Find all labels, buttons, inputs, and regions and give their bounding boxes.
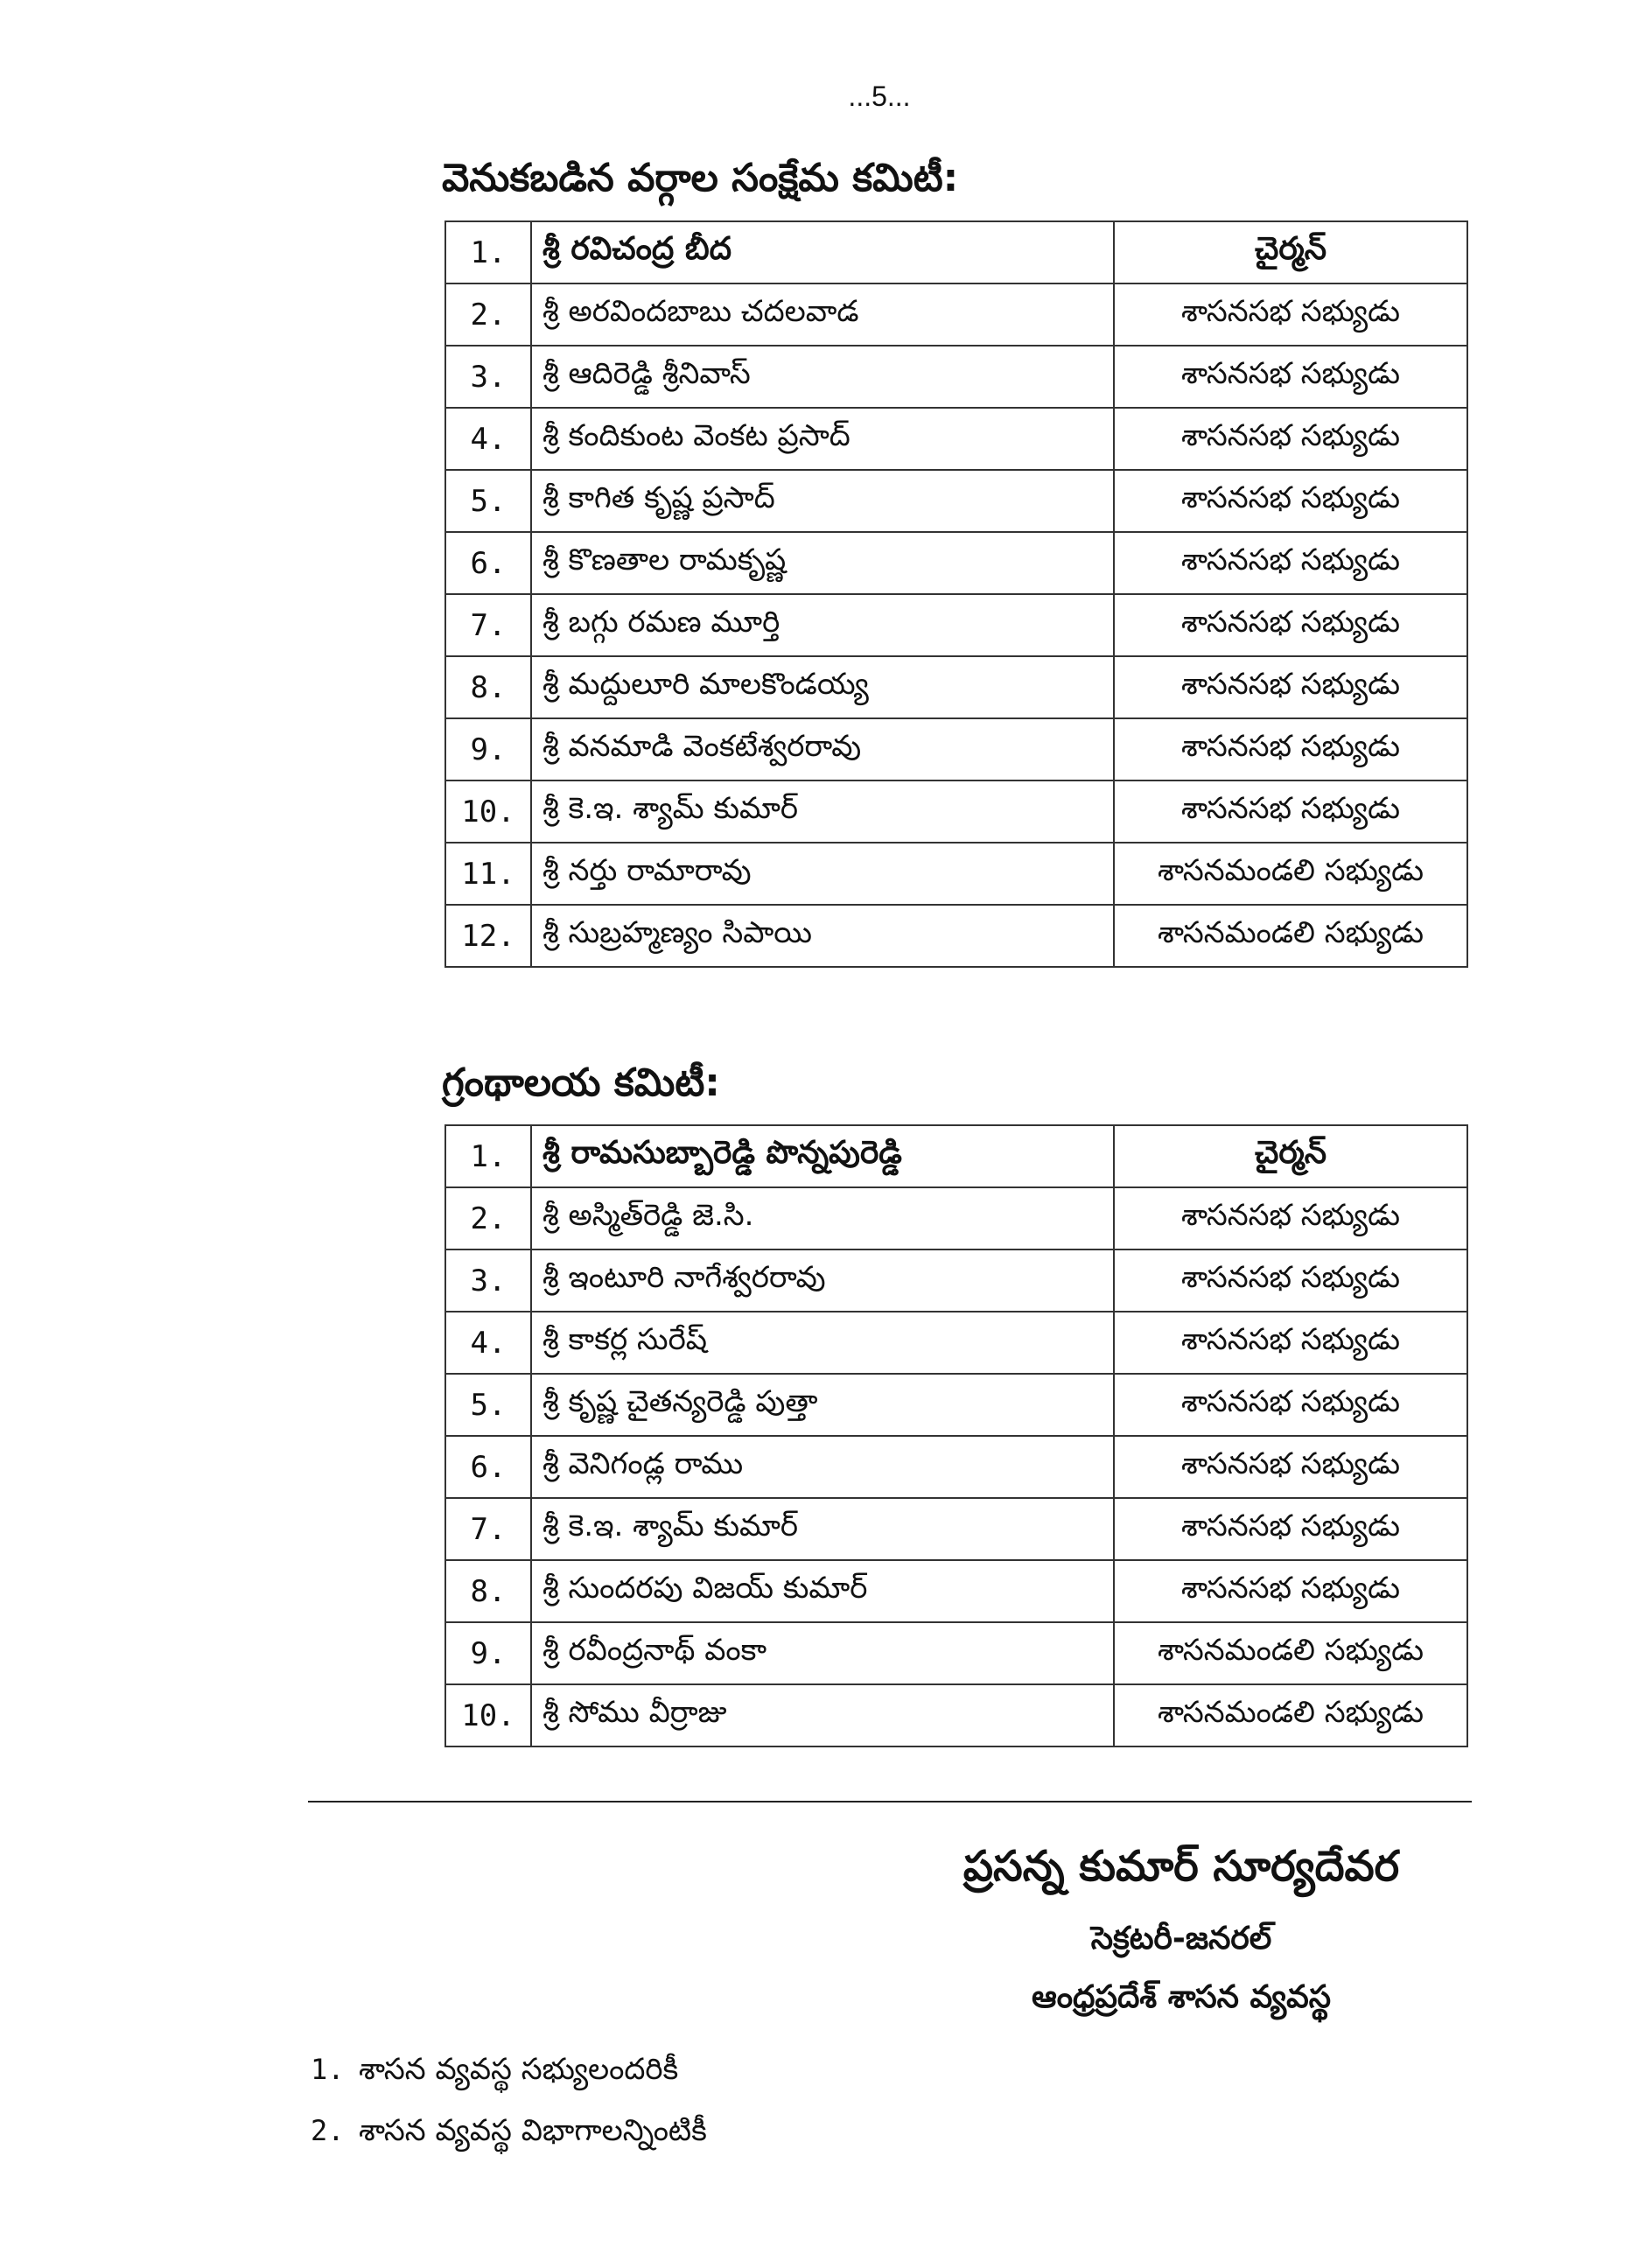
- serial-number: 10.: [445, 780, 531, 843]
- member-role: శాసనమండలి సభ్యుడు: [1114, 1622, 1467, 1684]
- table-row: [445, 905, 1467, 967]
- member-name: శ్రీ కందికుంట వెంకట ప్రసాద్: [531, 408, 1114, 470]
- list-item: [311, 2039, 707, 2100]
- serial-number: 5.: [445, 470, 531, 532]
- member-name: శ్రీ కె.ఇ. శ్యామ్ కుమార్: [531, 1498, 1114, 1560]
- serial-number: 1.: [445, 1125, 531, 1187]
- member-role: శాసనసభ సభ్యుడు: [1114, 408, 1467, 470]
- serial-number: 4.: [445, 1312, 531, 1374]
- member-name: శ్రీ అస్మిత్‌రెడ్డి జె.సి.: [531, 1187, 1114, 1250]
- member-role: చైర్మన్: [1114, 1125, 1467, 1187]
- serial-number: 12.: [445, 905, 531, 967]
- serial-number: 6.: [445, 1436, 531, 1498]
- member-name: శ్రీ బగ్గు రమణ మూర్తి: [531, 594, 1114, 656]
- table-row: [445, 221, 1467, 284]
- member-role: శాసనసభ సభ్యుడు: [1114, 470, 1467, 532]
- list-item: [311, 2100, 707, 2161]
- member-role: శాసనసభ సభ్యుడు: [1114, 780, 1467, 843]
- member-role: శాసనసభ సభ్యుడు: [1114, 718, 1467, 780]
- table-row: [445, 780, 1467, 843]
- committee-members-table-library: [444, 1124, 1468, 1747]
- member-name: శ్రీ వెనిగండ్ల రాము: [531, 1436, 1114, 1498]
- signatory-organization: ఆంధ్రప్రదేశ్ శాసన వ్యవస్థ: [1031, 1979, 1331, 2015]
- serial-number: 11.: [445, 843, 531, 905]
- member-name: శ్రీ రామసుబ్బారెడ్డి పొన్నపురెడ్డి: [531, 1125, 1114, 1187]
- serial-number: 7.: [445, 594, 531, 656]
- list-item-text: శాసన వ్యవస్థ విభాగాలన్నింటికీ: [359, 2113, 707, 2148]
- serial-number: 4.: [445, 408, 531, 470]
- member-name: శ్రీ రవీంద్రనాథ్ వంకా: [531, 1622, 1114, 1684]
- serial-number: 9.: [445, 718, 531, 780]
- serial-number: 1.: [445, 221, 531, 284]
- member-name: శ్రీ నర్తు రామారావు: [531, 843, 1114, 905]
- table-row: [445, 1187, 1467, 1250]
- member-role: చైర్మన్: [1114, 221, 1467, 284]
- serial-number: 7.: [445, 1498, 531, 1560]
- member-role: శాసనమండలి సభ్యుడు: [1114, 843, 1467, 905]
- serial-number: 9.: [445, 1622, 531, 1684]
- member-name: శ్రీ ఆదిరెడ్డి శ్రీనివాస్: [531, 346, 1114, 408]
- serial-number: 2.: [445, 1187, 531, 1250]
- member-role: శాసనసభ సభ్యుడు: [1114, 1312, 1467, 1374]
- committee-members-table-backward-classes-welfare: [444, 220, 1468, 968]
- member-name: శ్రీ ఇంటూరి నాగేశ్వరరావు: [531, 1250, 1114, 1312]
- member-role: శాసనసభ సభ్యుడు: [1114, 346, 1467, 408]
- table-row: [445, 718, 1467, 780]
- member-role: శాసనసభ సభ్యుడు: [1114, 284, 1467, 346]
- table-row: [445, 1374, 1467, 1436]
- member-name: శ్రీ వనమాడి వెంకటేశ్వరరావు: [531, 718, 1114, 780]
- table-row: [445, 1498, 1467, 1560]
- page-number: ...5...: [848, 80, 911, 112]
- member-name: శ్రీ కాకర్ల సురేష్: [531, 1312, 1114, 1374]
- table-row: [445, 1622, 1467, 1684]
- member-role: శాసనసభ సభ్యుడు: [1114, 594, 1467, 656]
- table-row: [445, 843, 1467, 905]
- serial-number: 8.: [445, 1560, 531, 1622]
- member-name: శ్రీ సుందరపు విజయ్ కుమార్: [531, 1560, 1114, 1622]
- table-row: [445, 656, 1467, 718]
- member-role: శాసనసభ సభ్యుడు: [1114, 1498, 1467, 1560]
- signatory-designation: సెక్రటరీ-జనరల్: [1090, 1921, 1272, 1956]
- member-role: శాసనసభ సభ్యుడు: [1114, 1560, 1467, 1622]
- serial-number: 3.: [445, 1250, 531, 1312]
- member-role: శాసనమండలి సభ్యుడు: [1114, 1684, 1467, 1746]
- member-role: శాసనసభ సభ్యుడు: [1114, 1250, 1467, 1312]
- table-row: [445, 1560, 1467, 1622]
- member-name: శ్రీ సోము వీర్రాజు: [531, 1684, 1114, 1746]
- member-name: శ్రీ కాగిత కృష్ణ ప్రసాద్: [531, 470, 1114, 532]
- serial-number: 8.: [445, 656, 531, 718]
- table-row: [445, 532, 1467, 594]
- member-role: శాసనసభ సభ్యుడు: [1114, 656, 1467, 718]
- member-role: శాసనమండలి సభ్యుడు: [1114, 905, 1467, 967]
- table-row: [445, 284, 1467, 346]
- distribution-list: [311, 2039, 707, 2161]
- table-row: [445, 1125, 1467, 1187]
- table-row: [445, 346, 1467, 408]
- signatory-name: ప్రసన్న కుమార్ సూర్యదేవర: [962, 1842, 1400, 1891]
- member-role: శాసనసభ సభ్యుడు: [1114, 1436, 1467, 1498]
- member-name: శ్రీ రవిచంద్ర బీద: [531, 221, 1114, 284]
- serial-number: 2.: [445, 284, 531, 346]
- member-role: శాసనసభ సభ్యుడు: [1114, 1374, 1467, 1436]
- member-name: శ్రీ కె.ఇ. శ్యామ్ కుమార్: [531, 780, 1114, 843]
- member-name: శ్రీ మద్దులూరి మాలకొండయ్య: [531, 656, 1114, 718]
- member-name: శ్రీ కొణతాల రామకృష్ణ: [531, 532, 1114, 594]
- table-row: [445, 1684, 1467, 1746]
- member-name: శ్రీ సుబ్రహ్మణ్యం సిపాయి: [531, 905, 1114, 967]
- list-item-text: శాసన వ్యవస్థ సభ్యులందరికీ: [359, 2052, 679, 2087]
- committee-title-backward-classes-welfare: వెనుకబడిన వర్గాల సంక్షేమ కమిటీ:: [442, 156, 959, 200]
- serial-number: 6.: [445, 532, 531, 594]
- member-role: శాసనసభ సభ్యుడు: [1114, 532, 1467, 594]
- list-item-number: 2.: [311, 2114, 345, 2147]
- member-role: శాసనసభ సభ్యుడు: [1114, 1187, 1467, 1250]
- table-row: [445, 1312, 1467, 1374]
- serial-number: 3.: [445, 346, 531, 408]
- table-row: [445, 594, 1467, 656]
- table-row: [445, 470, 1467, 532]
- member-name: శ్రీ కృష్ణ చైతన్యరెడ్డి పుత్తా: [531, 1374, 1114, 1436]
- horizontal-divider: [308, 1801, 1472, 1802]
- serial-number: 10.: [445, 1684, 531, 1746]
- committee-title-library: గ్రంథాలయ కమిటీ:: [442, 1060, 720, 1105]
- table-row: [445, 1250, 1467, 1312]
- list-item-number: 1.: [311, 2053, 345, 2086]
- table-row: [445, 1436, 1467, 1498]
- table-row: [445, 408, 1467, 470]
- serial-number: 5.: [445, 1374, 531, 1436]
- member-name: శ్రీ అరవిందబాబు చదలవాడ: [531, 284, 1114, 346]
